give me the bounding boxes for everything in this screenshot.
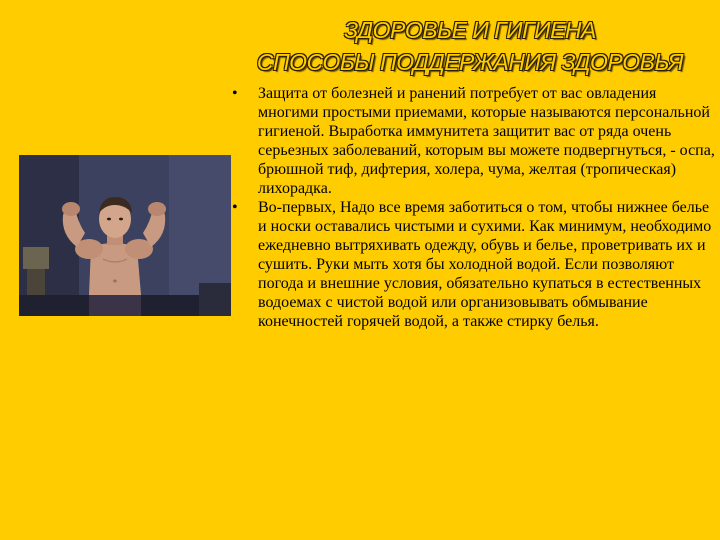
bullet-item-1: [232, 84, 718, 198]
photo-illustration: [19, 155, 231, 316]
slide-title: [230, 14, 710, 78]
bullet-marker: •: [232, 85, 238, 102]
bullet-marker: •: [232, 199, 238, 216]
bullet-text: Защита от болезней и ранений потребует от вас овладения многими простыми приемами, которые называются персональной гигиеной. Выработка иммунитета защитит вас от ряда очень серьезных заболеваний, которым вы можете подвергнуться, - оспа, брюшной тиф, дифтерия, холера, чума, желтая (тропическая) лихорадка.: [258, 85, 715, 197]
title-line-1: ЗДОРОВЬЕ И ГИГИЕНА: [344, 17, 596, 43]
bullet-item-2: [232, 198, 718, 331]
bullet-text: Во-первых, Надо все время заботиться о том, чтобы нижнее белье и носки оставались чистыми и сухими. Как минимум, необходимо ежедневно вытряхивать одежду, обувь и белье, проветривать их и сушить. Руки мыть хотя бы холодной водой. Если позволяют погода и внешние условия, обязательно купаться в естественных водоемах с чистой водой или организовывать обмывание конечностей горячей водой, а также стирку белья.: [258, 199, 712, 330]
bullet-list: [232, 84, 718, 331]
boy-flexing-photo: [19, 155, 231, 316]
title-line-2: СПОСОБЫ ПОДДЕРЖАНИЯ ЗДОРОВЬЯ: [256, 49, 684, 75]
